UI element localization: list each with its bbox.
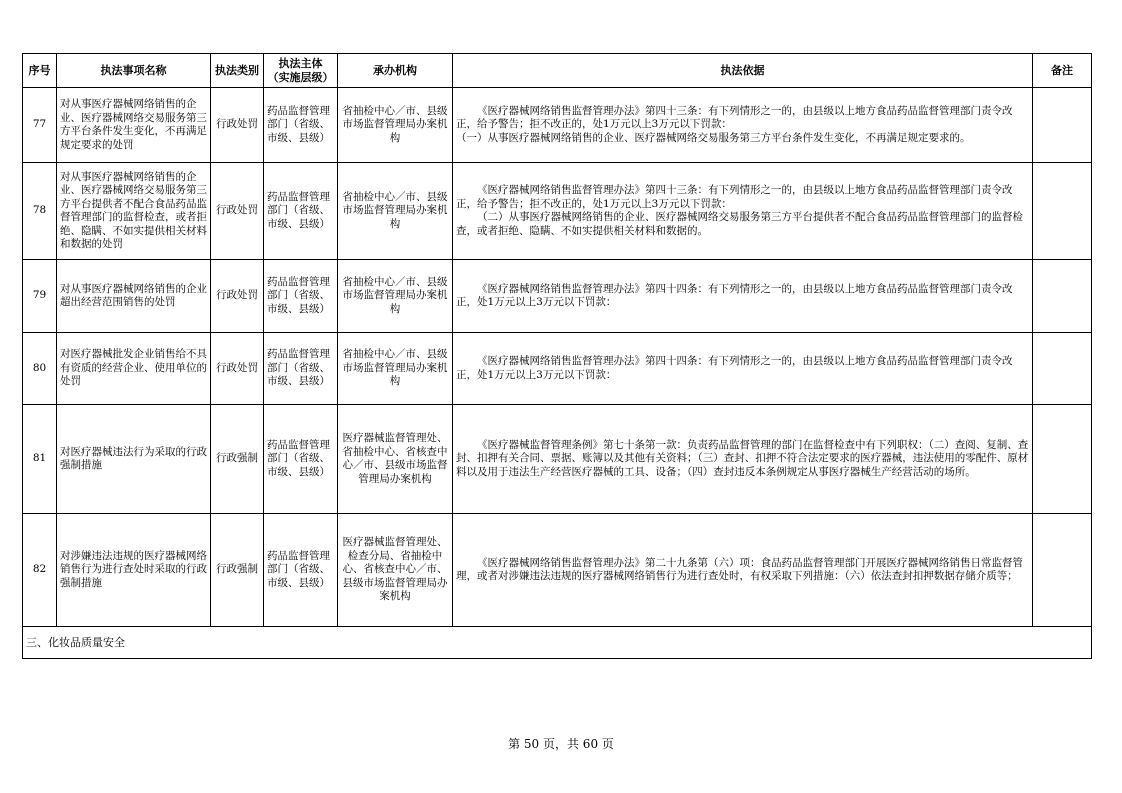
row-basis	[453, 514, 1033, 627]
row-name: 对医疗器械批发企业销售给不具有资质的经营企业、使用单位的处罚	[57, 333, 211, 405]
row-no: 81	[23, 405, 57, 514]
row-name: 对从事医疗器械网络销售的企业超出经营范围销售的处罚	[57, 260, 211, 333]
table-row	[23, 333, 1092, 405]
table-row	[23, 88, 1092, 163]
table-row	[23, 514, 1092, 627]
row-category: 行政处罚	[211, 163, 264, 260]
basis-paragraph: 《医疗器械网络销售监督管理办法》第四十三条：有下列情形之一的，由县级以上地方食品药品监督管理部门责令改正，给予警告；拒不改正的，处1万元以上3万元以下罚款：	[456, 184, 1013, 210]
row-category: 行政处罚	[211, 88, 264, 163]
row-basis	[453, 163, 1033, 260]
row-name: 对从事医疗器械网络销售的企业、医疗器械网络交易服务第三方平台条件发生变化，不再满足规定要求的处罚	[57, 88, 211, 163]
row-basis	[453, 405, 1033, 514]
row-no: 79	[23, 260, 57, 333]
basis-paragraph: 《医疗器械网络销售监督管理办法》第四十三条：有下列情形之一的，由县级以上地方食品药品监督管理部门责令改正，给予警告；拒不改正的，处1万元以上3万元以下罚款：	[456, 104, 1013, 131]
header-subject-line1: 执法主体	[278, 57, 323, 70]
row-org: 省抽检中心／市、县级市场监督管理局办案机构	[338, 333, 453, 405]
header-name: 执法事项名称	[57, 54, 211, 88]
row-remark	[1033, 163, 1092, 260]
section-row	[23, 627, 1092, 659]
row-basis	[453, 88, 1033, 163]
row-subject: 药品监督管理部门（省级、市级、县级）	[264, 514, 338, 627]
row-remark	[1033, 514, 1092, 627]
row-subject: 药品监督管理部门（省级、市级、县级）	[264, 405, 338, 514]
header-subject-line2: （实施层级）	[267, 70, 334, 84]
row-no: 82	[23, 514, 57, 627]
header-no: 序号	[23, 54, 57, 88]
row-no: 80	[23, 333, 57, 405]
basis-paragraph: 《医疗器械网络销售监督管理办法》第二十九条第（六）项：食品药品监督管理部门开展医疗器械网络销售日常监督管理，或者对涉嫌违法违规的医疗器械网络销售行为进行查处时，有权采取下列措施：（六）依法查封扣押数据存储介质等；	[456, 556, 1023, 582]
header-category: 执法类别	[211, 54, 264, 88]
row-org: 省抽检中心／市、县级市场监督管理局办案机构	[338, 88, 453, 163]
row-basis	[453, 260, 1033, 333]
table-row	[23, 405, 1092, 514]
basis-paragraph: 《医疗器械监督管理条例》第七十条第一款：负责药品监督管理的部门在监督检查中有下列职权：（二）查阅、复制、查封、扣押有关合同、票据、账簿以及其他有关资料；（三）查封、扣押不符合法定要求的医疗器械，违法使用的零配件、原材料以及用于违法生产经营医疗器械的工具、设备；（四）查封违反本条例规定从事医疗器械生产经营活动的场所。	[456, 438, 1029, 478]
page-footer: 第 50 页，共 60 页	[508, 737, 614, 751]
row-org: 省抽检中心／市、县级市场监督管理局办案机构	[338, 260, 453, 333]
row-subject: 药品监督管理部门（省级、市级、县级）	[264, 163, 338, 260]
row-remark	[1033, 333, 1092, 405]
table-row	[23, 260, 1092, 333]
table-row	[23, 163, 1092, 260]
enforcement-table	[22, 53, 1092, 659]
basis-paragraph: （二）从事医疗器械网络销售的企业、医疗器械网络交易服务第三方平台提供者不配合食品药品监督管理部门的监督检查，或者拒绝、隐瞒、不如实提供相关材料和数据的。	[456, 211, 1023, 237]
header-org: 承办机构	[338, 54, 453, 88]
basis-paragraph: （一）从事医疗器械网络销售的企业、医疗器械网络交易服务第三方平台条件发生变化，不再满足规定要求的。	[456, 131, 971, 144]
row-no: 78	[23, 163, 57, 260]
basis-paragraph: 《医疗器械网络销售监督管理办法》第四十四条：有下列情形之一的，由县级以上地方食品药品监督管理部门责令改正，处1万元以上3万元以下罚款：	[456, 355, 1013, 381]
basis-paragraph: 《医疗器械网络销售监督管理办法》第四十四条：有下列情形之一的，由县级以上地方食品药品监督管理部门责令改正，处1万元以上3万元以下罚款：	[456, 282, 1013, 308]
row-org: 省抽检中心／市、县级市场监督管理局办案机构	[338, 163, 453, 260]
row-no: 77	[23, 88, 57, 163]
row-subject: 药品监督管理部门（省级、市级、县级）	[264, 333, 338, 405]
row-remark	[1033, 260, 1092, 333]
row-category: 行政强制	[211, 405, 264, 514]
row-category: 行政强制	[211, 514, 264, 627]
row-name: 对医疗器械违法行为采取的行政强制措施	[57, 405, 211, 514]
row-category: 行政处罚	[211, 333, 264, 405]
row-basis	[453, 333, 1033, 405]
table-header-row	[23, 54, 1092, 88]
row-subject: 药品监督管理部门（省级、市级、县级）	[264, 88, 338, 163]
header-subject	[264, 54, 338, 88]
row-org: 医疗器械监督管理处、省抽检中心、省核查中心／市、县级市场监督管理局办案机构	[338, 405, 453, 514]
row-category: 行政处罚	[211, 260, 264, 333]
row-remark	[1033, 88, 1092, 163]
row-org: 医疗器械监督管理处、检查分局、省抽检中心、省核查中心／市、县级市场监督管理局办案机构	[338, 514, 453, 627]
section-title: 三、化妆品质量安全	[23, 627, 1092, 659]
row-subject: 药品监督管理部门（省级、市级、县级）	[264, 260, 338, 333]
header-remark: 备注	[1033, 54, 1092, 88]
header-basis: 执法依据	[453, 54, 1033, 88]
row-name: 对涉嫌违法违规的医疗器械网络销售行为进行查处时采取的行政强制措施	[57, 514, 211, 627]
row-name: 对从事医疗器械网络销售的企业、医疗器械网络交易服务第三方平台提供者不配合食品药品监督管理部门的监督检查，或者拒绝、隐瞒、不如实提供相关材料和数据的处罚	[57, 163, 211, 260]
row-remark	[1033, 405, 1092, 514]
